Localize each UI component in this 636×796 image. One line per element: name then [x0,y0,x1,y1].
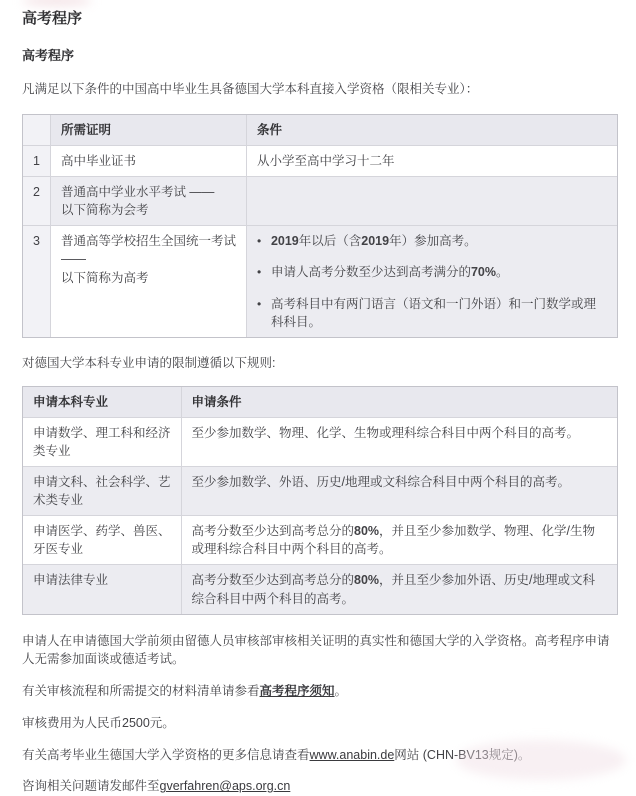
header-cell-proof: 所需证明 [50,115,246,146]
anabin-website-link[interactable]: www.anabin.de [309,747,395,762]
major-cell: 申请数学、理工科和经济类专业 [23,417,181,466]
proof-line: —— [60,252,86,267]
bullet-icon: • [256,265,262,280]
header-cell-apply-condition: 申请条件 [181,387,617,418]
table-row [23,145,617,176]
table-row [23,226,617,337]
table-row [23,417,617,466]
majors-header-row [23,387,617,418]
text-segment: 有关高考毕业生德国大学入学资格的更多信息请查看 [22,747,310,762]
proof-cell: 高中毕业证书 [50,145,246,176]
majors-table [22,386,618,615]
bullet-icon: • [256,296,262,311]
major-cell: 申请文科、社会科学、艺术类专业 [23,466,181,515]
text-segment: 咨询相关问题请发邮件至 [22,779,160,794]
row-number: 2 [23,177,50,226]
proof-line: 普通高中学业水平考试 —— [60,185,215,199]
condition-bullet [257,295,607,331]
table-row [23,177,617,226]
bullet-text: 申请人高考分数至少达到高考满分的70%。 [270,265,509,280]
page-subtitle: 高考程序 [22,47,75,63]
proof-line: 以下简称为高考 [60,270,149,285]
table-row [23,516,617,565]
condition-cell [246,177,617,226]
major-cell: 申请法律专业 [23,565,181,614]
footer-paragraph-fee: 审核费用为人民币2500元。 [22,715,175,730]
bullet-text: 高考科目中有两门语言（语文和一门外语）和一门数学或理科科目。 [270,296,596,329]
rules-intro-text: 对德国大学本科专业申请的限制遵循以下规则: [22,355,276,370]
condition-cell: 高考分数至少达到高考总分的80%，并且至少参加外语、历史/地理或文科综合科目中两个科目的高考。 [181,565,617,614]
proof-cell [50,177,246,226]
text-segment: 。 [334,684,348,699]
page-title: 高考程序 [22,10,83,27]
bullet-text: 2019年以后（含2019年）参加高考。 [270,234,477,249]
proof-line: 以下简称为会考 [60,203,149,218]
major-cell: 申请医学、药学、兽医、牙医专业 [23,516,181,565]
row-number: 3 [23,226,50,337]
footer-paragraph-notice [22,682,618,701]
header-cell-number [23,115,50,146]
text-segment: 网站 (CHN-BV13规定)。 [394,747,531,762]
gaokao-procedure-notice-link[interactable]: 高考程序须知 [259,684,335,699]
condition-cell: 从小学至高中学习十二年 [246,145,617,176]
footer-paragraph-verification: 申请人在申请德国大学前须由留德人员审核部审核相关证明的真实性和德国大学的入学资格。高考程序申请人无需参加面谈或德适考试。 [22,633,610,667]
requirements-table [22,114,618,338]
intro-text: 凡满足以下条件的中国高中毕业生具备德国大学本科直接入学资格（限相关专业）： [22,82,479,96]
condition-bullet [257,263,607,281]
footer-paragraph-anabin [22,746,618,765]
proof-line: 普通高等学校招生全国统一考试 [60,234,236,249]
row-number: 1 [23,145,50,176]
text-segment: 有关审核流程和所需提交的材料清单请参看 [22,684,260,699]
contact-email-link[interactable]: gverfahren@aps.org.cn [159,779,291,794]
header-cell-condition: 条件 [246,115,617,146]
condition-cell: 至少参加数学、物理、化学、生物或理科综合科目中两个科目的高考。 [181,417,617,466]
table-row [23,565,617,614]
table-row [23,466,617,515]
bullet-icon: • [256,234,262,249]
requirements-header-row [23,115,617,146]
footer-paragraph-contact [22,777,618,796]
condition-cell: 至少参加数学、外语、历史/地理或文科综合科目中两个科目的高考。 [181,466,617,515]
header-cell-major: 申请本科专业 [23,387,181,418]
condition-cell: 高考分数至少达到高考总分的80%，并且至少参加数学、物理、化学/生物或理科综合科目中两个科目的高考。 [181,516,617,565]
condition-cell [246,226,617,337]
proof-cell [50,226,246,337]
condition-bullet [257,232,607,250]
